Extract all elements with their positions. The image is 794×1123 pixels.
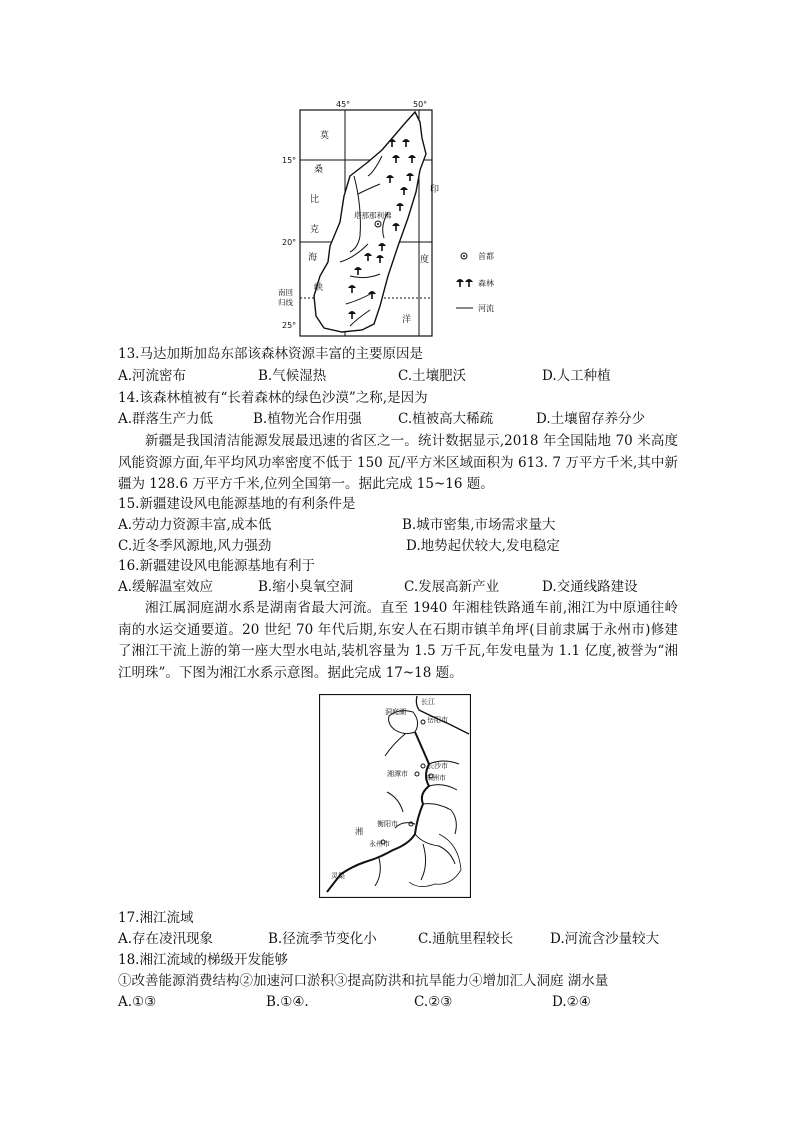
label-changsha: 长沙市 xyxy=(427,762,448,770)
q13-option-a[interactable]: A.河流密布 xyxy=(118,368,187,384)
sea-label: 印 xyxy=(430,185,440,195)
lat-label-15: 15° xyxy=(282,156,297,165)
q15-option-a[interactable]: A.劳动力资源丰富,成本低 xyxy=(118,517,272,533)
capital-label: 塔那那利佛 xyxy=(354,211,392,220)
lon-label-50: 50° xyxy=(413,100,428,109)
q14-option-a[interactable]: A.群落生产力低 xyxy=(118,411,214,427)
passage-xinjiang: 新疆是我国清洁能源发展最迅速的省区之一。统计数据显示,2018 年全国陆地 70 米高度风能资源方面,年平均风功率密度不低于 150 瓦/平方米区域面积为 613. 7 万平方千米,其中新疆为 128.6 万平方千米,位列全国第一。据此完成 15~16 题。 xyxy=(118,433,678,492)
legend-river-label: 河流 xyxy=(478,304,494,313)
q17-option-c[interactable]: C.通航里程较长 xyxy=(418,931,514,947)
q13-option-d[interactable]: D.人工种植 xyxy=(542,368,611,384)
sea-label: 洋 xyxy=(402,315,412,325)
q18-items: ①改善能源消费结构②加速河口淤积③提高防洪和抗旱能力④增加汇人洞庭 湖水量 xyxy=(118,973,609,989)
q13-option-b[interactable]: B.气候湿热 xyxy=(258,368,327,384)
q14-option-c[interactable]: C.植被高大稀疏 xyxy=(398,411,494,427)
sea-label: 峡 xyxy=(314,283,324,293)
madagascar-map xyxy=(270,96,520,346)
forest-icon xyxy=(456,279,464,287)
tropic-label: 南回 xyxy=(278,288,293,297)
passage-xiangjiang: 湘江属洞庭湖水系是湖南省最大河流。直至 1940 年湘桂铁路通车前,湘江为中原通往岭南的水运交通要道。20 世纪 70 年代后期,东安人在石期市镇羊角坪(目前隶属于永州市)修建了湘江干流上游的第一座大型水电站,装机容量为 1.5 万千瓦,年发电量为 1.1 亿度,被誉为“湘江明珠”。下图为湘江水系示意图。据此完成 17~18 题。 xyxy=(118,600,678,681)
legend-forest-label: 森林 xyxy=(478,279,494,288)
q18-option-a[interactable]: A.①③ xyxy=(118,994,157,1010)
q17-stem: 17.湘江流域 xyxy=(118,910,194,926)
label-yongzhou: 永州市 xyxy=(369,840,390,848)
q13-stem: 13.马达加斯加岛东部该森林资源丰富的主要原因是 xyxy=(118,346,423,362)
tropic-label: 归线 xyxy=(278,298,293,307)
q15-stem: 15.新疆建设风电能源基地的有利条件是 xyxy=(118,496,356,512)
label-hengyang: 衡阳市 xyxy=(377,820,398,828)
label-zhuzhou: 株洲市 xyxy=(425,774,446,782)
q18-option-d[interactable]: D.②④ xyxy=(552,994,591,1010)
label-xiang: 湘 xyxy=(355,827,363,836)
q16-option-c[interactable]: C.发展高新产业 xyxy=(404,579,500,595)
forest-icon xyxy=(465,279,473,287)
legend-capital-label: 首都 xyxy=(478,252,494,261)
map-legend xyxy=(456,251,494,313)
lat-label-25: 25° xyxy=(282,321,297,330)
q14-stem: 14.该森林植被有“长着森林的绿色沙漠”之称,是因为 xyxy=(118,390,428,406)
sea-label: 莫 xyxy=(320,131,330,141)
sea-label: 比 xyxy=(310,195,320,205)
sea-label: 海 xyxy=(308,253,318,263)
q16-option-d[interactable]: D.交通线路建设 xyxy=(542,579,638,595)
island-outline xyxy=(314,112,426,332)
q14-option-b[interactable]: B.植物光合作用强 xyxy=(253,411,362,427)
xiangjiang-map xyxy=(319,694,471,898)
q15-option-c[interactable]: C.近冬季风源地,风力强劲 xyxy=(118,538,272,554)
q17-option-b[interactable]: B.径流季节变化小 xyxy=(268,931,377,947)
q16-option-a[interactable]: A.缓解温室效应 xyxy=(118,579,214,595)
sea-label: 克 xyxy=(310,225,320,235)
q17-option-d[interactable]: D.河流含沙量较大 xyxy=(550,931,660,947)
lat-label-20: 20° xyxy=(282,238,297,247)
label-xiangtan: 湘潭市 xyxy=(387,770,408,778)
q17-option-a[interactable]: A.存在凌汛现象 xyxy=(118,931,214,947)
q13-option-c[interactable]: C.土壤肥沃 xyxy=(398,368,467,384)
q16-option-b[interactable]: B.缩小臭氧空洞 xyxy=(258,579,354,595)
q18-option-b[interactable]: B.①④. xyxy=(266,994,309,1010)
label-lingqu: 灵渠 xyxy=(331,872,345,880)
lon-label-45: 45° xyxy=(336,100,351,109)
sea-label: 度 xyxy=(420,255,430,265)
q16-stem: 16.新疆建设风电能源基地有利于 xyxy=(118,558,315,574)
label-changjiang: 长江 xyxy=(421,698,435,706)
label-yueyang: 岳阳市 xyxy=(427,716,448,724)
q18-stem: 18.湘江流域的梯级开发能够 xyxy=(118,952,288,968)
q14-option-d[interactable]: D.土壤留存养分少 xyxy=(536,411,646,427)
q15-option-b[interactable]: B.城市密集,市场需求量大 xyxy=(402,517,556,533)
sea-label: 桑 xyxy=(314,165,324,175)
q15-option-d[interactable]: D.地势起伏较大,发电稳定 xyxy=(406,538,560,554)
q18-option-c[interactable]: C.②③ xyxy=(414,994,453,1010)
label-dongting: 洞庭湖 xyxy=(385,708,406,716)
